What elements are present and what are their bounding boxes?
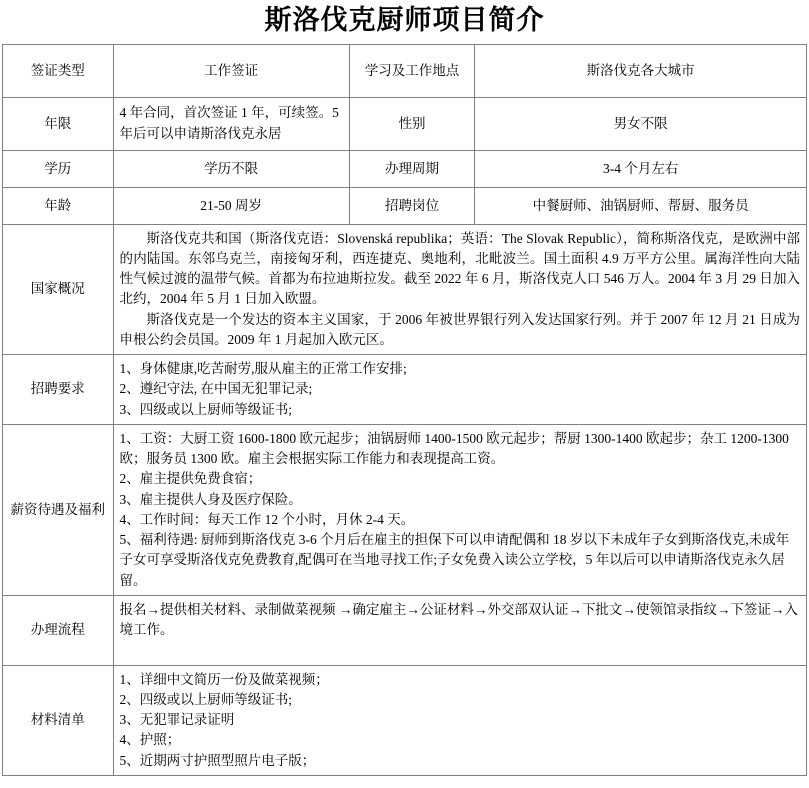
section-content-process (113, 595, 806, 665)
row-value-term: 4 年合同，首次签证 1 年，可续签。5 年后可以申请斯洛伐克永居 (113, 97, 349, 150)
row-label-positions: 招聘岗位 (349, 187, 475, 224)
section-content-salary-benefits (113, 424, 806, 595)
paragraph: 4、护照； (119, 732, 181, 748)
section-label-materials: 材料清单 (3, 665, 114, 775)
row-label-visa-type: 签证类型 (3, 44, 114, 97)
row-label-education: 学历 (3, 150, 114, 187)
table-row (3, 44, 807, 97)
paragraph: 2、遵纪守法, 在中国无犯罪记录; (119, 381, 313, 397)
paragraph: 斯洛伐克是一个发达的资本主义国家，于 2006 年被世界银行列入发达国家行列。并于 2007 年 12 月 21 日成为申根公约会员国。2009 年 1 月起加入欧元区。 (119, 311, 800, 347)
paragraph: 1、工资：大厨工资 1600-1800 欧元起步；油锅厨师 1400-1500 欧元起步；帮厨 1300-1400 欧起步；杂工 1200-1300 欧；服务员 1300 欧。雇主会根据实际工作能力和表现提高工资。 (119, 430, 789, 467)
table-row (3, 595, 807, 665)
row-value-positions: 中餐厨师、油锅厨师、帮厨、服务员 (475, 187, 807, 224)
row-value-gender: 男女不限 (475, 97, 807, 150)
paragraph-spacer (120, 640, 800, 660)
row-label-age: 年龄 (3, 187, 114, 224)
paragraph: 斯洛伐克共和国（斯洛伐克语：Slovenská republika；英语：The Slovak Republic），简称斯洛伐克，是欧洲中部的内陆国。东邻乌克兰，南接匈牙利，西连捷克、奥地利，北毗波兰。国土面积 4.9 万平方公里。属海洋性向大陆性气候过渡的温带气候。首都为布拉迪斯拉发。截至 2022 年 6 月，斯洛伐克人口 546 万人。2004 年 3 月 29 日加入北约，2004 年 5 月 1 日加入欧盟。 (119, 230, 800, 307)
row-value-visa-type: 工作签证 (113, 44, 349, 97)
paragraph: 5、近期两寸护照型照片电子版； (119, 752, 316, 768)
paragraph: 3、无犯罪记录证明 (119, 712, 235, 728)
section-label-country-overview: 国家概况 (3, 224, 114, 355)
row-value-processing-time: 3-4 个月左右 (475, 150, 807, 187)
table-row (3, 665, 807, 775)
section-label-process: 办理流程 (3, 595, 114, 665)
paragraph: 报名→提供相关材料、录制做菜视频 →确定雇主→公证材料→外交部双认证→下批文→使领馆录指纹→下签证→入境工作。 (119, 601, 798, 638)
paragraph: 3、雇主提供人身及医疗保险。 (119, 491, 302, 507)
paragraph: 5、福利待遇: 厨师到斯洛伐克 3-6 个月后在雇主的担保下可以申请配偶和 18 岁以下未成年子女到斯洛伐克,未成年子女可享受斯洛伐克免费教育,配偶可在当地寻找工作;子女免费入读公立学校，5 年以后可以申请斯洛伐克永久居留。 (119, 532, 790, 588)
section-content-materials (113, 665, 806, 775)
page-title: 斯洛伐克厨师项目简介 (264, 5, 545, 35)
row-value-education: 学历不限 (113, 150, 349, 187)
row-label-gender: 性别 (349, 97, 475, 150)
table-row (3, 355, 807, 425)
table-row (3, 424, 807, 595)
paragraph: 1、详细中文简历一份及做菜视频； (119, 671, 329, 687)
row-label-location: 学习及工作地点 (349, 44, 475, 97)
row-label-processing-time: 办理周期 (349, 150, 475, 187)
paragraph: 3、四级或以上厨师等级证书; (119, 401, 293, 417)
row-value-age: 21-50 周岁 (113, 187, 349, 224)
table-row (3, 224, 807, 355)
paragraph: 4、工作时间：每天工作 12 个小时，月休 2-4 天。 (119, 511, 415, 527)
table-row (3, 187, 807, 224)
section-content-requirements (113, 355, 806, 425)
paragraph: 1、身体健康,吃苦耐劳,服从雇主的正常工作安排; (119, 361, 407, 377)
table-row (3, 97, 807, 150)
section-label-requirements: 招聘要求 (3, 355, 114, 425)
table-row (3, 150, 807, 187)
paragraph: 2、四级或以上厨师等级证书; (119, 691, 293, 707)
section-content-country-overview (113, 224, 806, 355)
project-info-table (2, 44, 807, 776)
row-value-location: 斯洛伐克各大城市 (475, 44, 807, 97)
paragraph: 2、雇主提供免费食宿； (119, 471, 262, 487)
row-label-term: 年限 (3, 97, 114, 150)
section-label-salary-benefits: 薪资待遇及福利 (3, 424, 114, 595)
